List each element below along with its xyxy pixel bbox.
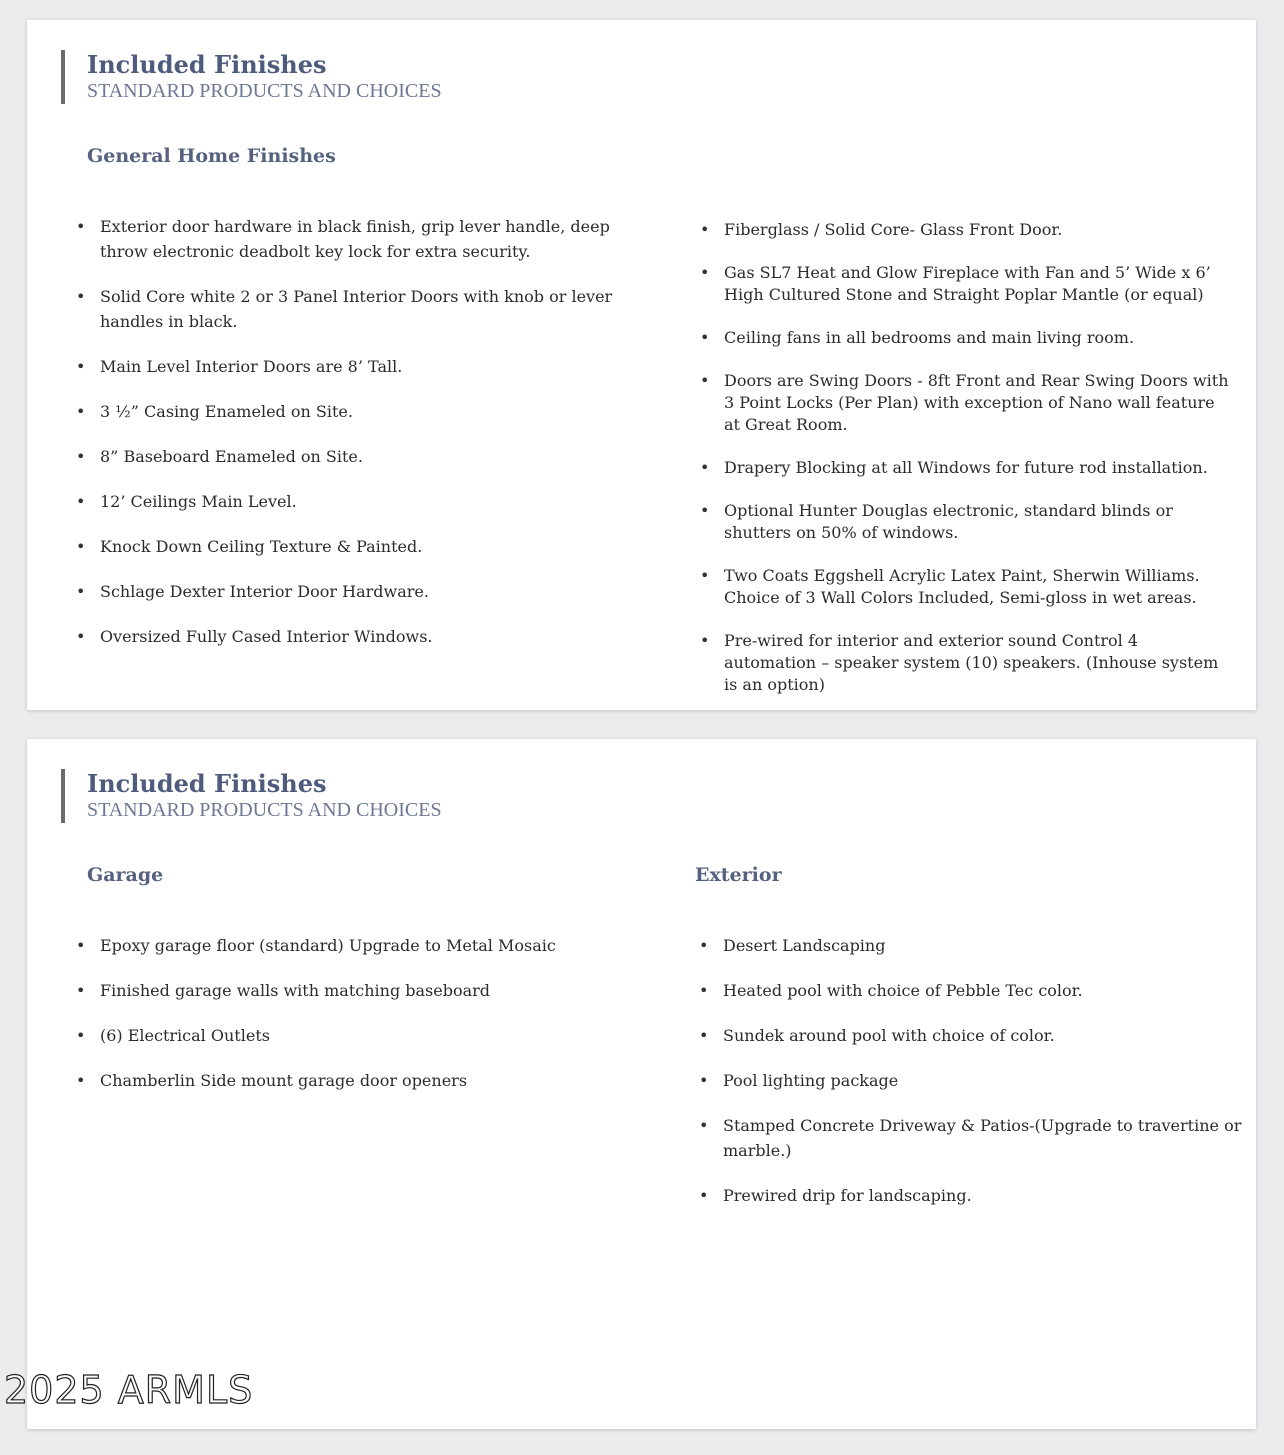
list-item: • Chamberlin Side mount garage door openers [76, 1068, 621, 1093]
list-item: • Schlage Dexter Interior Door Hardware. [76, 579, 621, 604]
list-item: • 8” Baseboard Enameled on Site. [76, 444, 621, 469]
section-heading-garage: Garage [87, 864, 164, 886]
list-item: • Pre-wired for interior and exterior sound Control 4 automation – speaker system (10) speakers. (Inhouse system is an option) [700, 630, 1235, 696]
page-title: Included Finishes [87, 50, 327, 79]
list-item: • Stamped Concrete Driveway & Patios-(Upgrade to travertine or marble.) [699, 1113, 1244, 1163]
list-item: • 3 ½” Casing Enameled on Site. [76, 399, 621, 424]
list-item: • Finished garage walls with matching baseboard [76, 978, 621, 1003]
list-item: • Prewired drip for landscaping. [699, 1183, 1244, 1208]
list-item: • Solid Core white 2 or 3 Panel Interior Doors with knob or lever handles in black. [76, 284, 621, 334]
list-item: • Heated pool with choice of Pebble Tec color. [699, 978, 1244, 1003]
page-title: Included Finishes [87, 769, 327, 798]
list-item: • Optional Hunter Douglas electronic, standard blinds or shutters on 50% of windows. [700, 500, 1235, 544]
list-item: • Exterior door hardware in black finish, grip lever handle, deep throw electronic deadbolt key lock for extra security. [76, 214, 621, 264]
list-item: • Pool lighting package [699, 1068, 1244, 1093]
list-item: • 12’ Ceilings Main Level. [76, 489, 621, 514]
copyright-watermark: 2025 ARMLS [4, 1368, 254, 1412]
list-item: • Sundek around pool with choice of color. [699, 1023, 1244, 1048]
list-item: • (6) Electrical Outlets [76, 1023, 621, 1048]
document-page-1 [27, 20, 1256, 710]
list-item: • Two Coats Eggshell Acrylic Latex Paint, Sherwin Williams. Choice of 3 Wall Colors Included, Semi-gloss in wet areas. [700, 565, 1235, 609]
page-subtitle: STANDARD PRODUCTS AND CHOICES [87, 80, 442, 102]
document-page-2 [27, 739, 1256, 1429]
list-item: • Desert Landscaping [699, 933, 1244, 958]
list-item: • Main Level Interior Doors are 8’ Tall. [76, 354, 621, 379]
title-block [61, 769, 442, 823]
title-block [61, 50, 442, 104]
garage-list [76, 933, 621, 1113]
page-subtitle: STANDARD PRODUCTS AND CHOICES [87, 799, 442, 821]
general-finishes-list-right [700, 219, 1235, 717]
list-item: • Doors are Swing Doors - 8ft Front and Rear Swing Doors with 3 Point Locks (Per Plan) with exception of Nano wall feature at Great Room. [700, 370, 1235, 436]
list-item: • Oversized Fully Cased Interior Windows. [76, 624, 621, 649]
list-item: • Knock Down Ceiling Texture & Painted. [76, 534, 621, 559]
list-item: • Ceiling fans in all bedrooms and main living room. [700, 327, 1235, 349]
exterior-list [699, 933, 1244, 1228]
section-heading-general: General Home Finishes [87, 145, 336, 167]
list-item: • Gas SL7 Heat and Glow Fireplace with Fan and 5’ Wide x 6’ High Cultured Stone and Straight Poplar Mantle (or equal) [700, 262, 1235, 306]
list-item: • Fiberglass / Solid Core- Glass Front Door. [700, 219, 1235, 241]
list-item: • Epoxy garage floor (standard) Upgrade to Metal Mosaic [76, 933, 621, 958]
list-item: • Drapery Blocking at all Windows for future rod installation. [700, 457, 1235, 479]
general-finishes-list-left [76, 214, 621, 669]
section-heading-exterior: Exterior [695, 864, 782, 886]
